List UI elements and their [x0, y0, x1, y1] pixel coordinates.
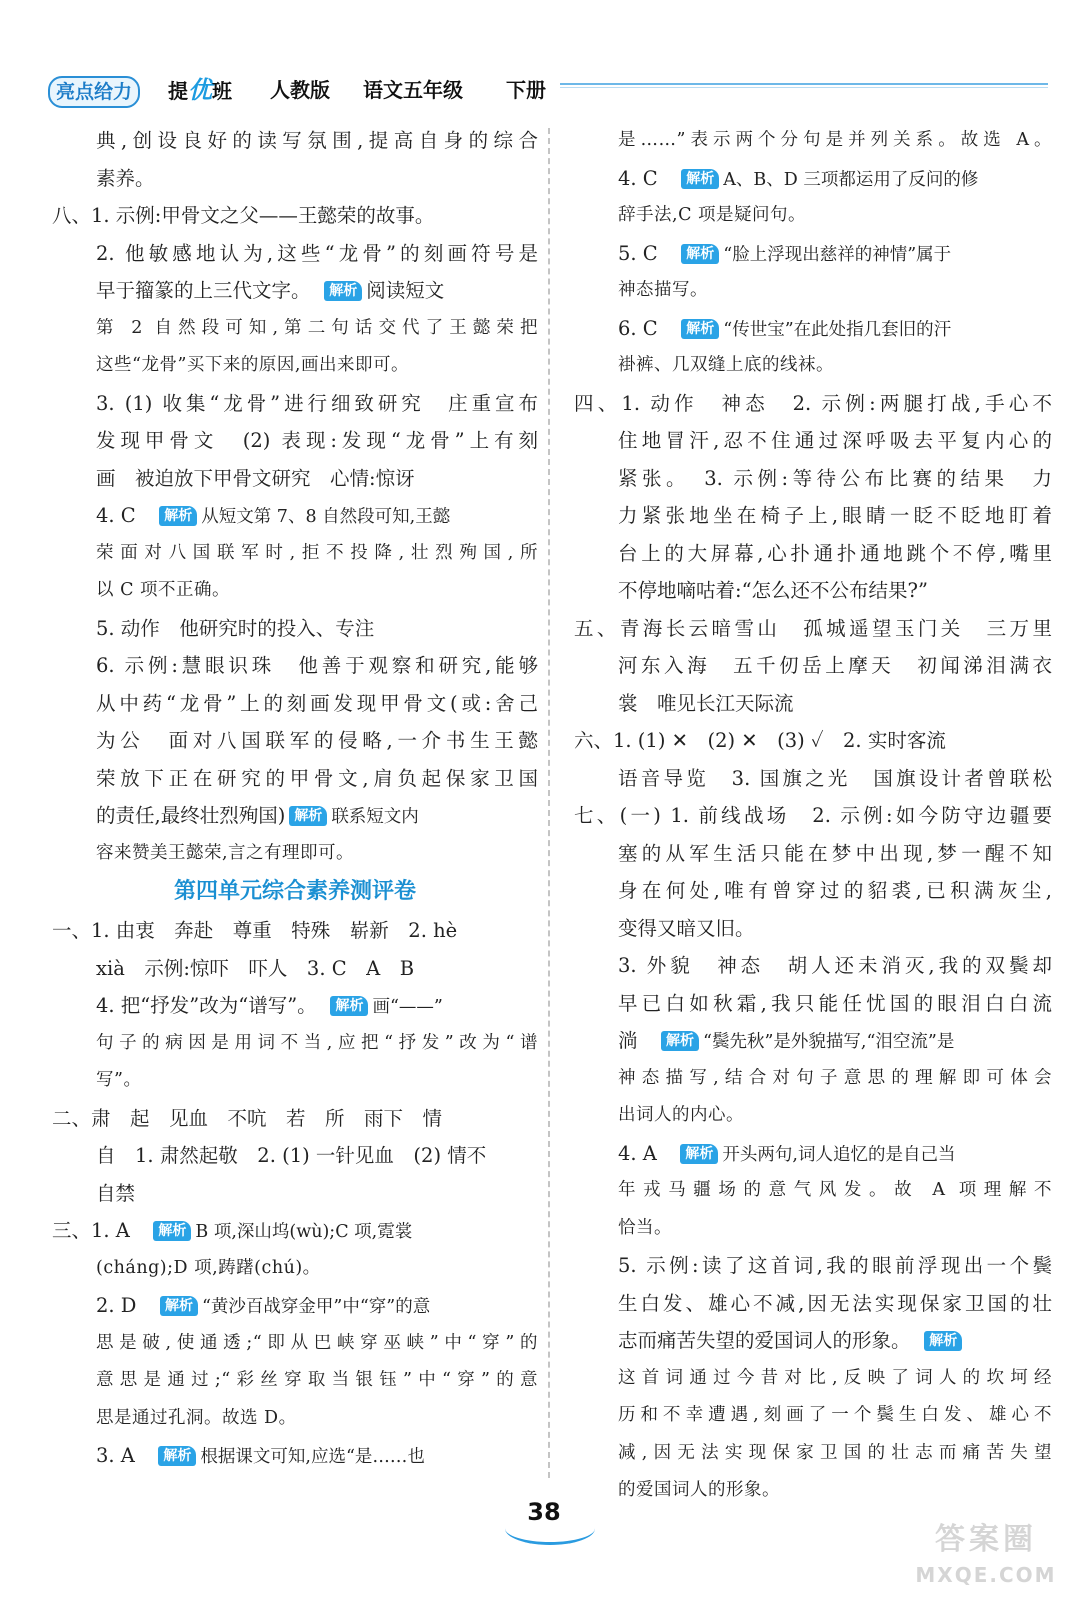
text-line: 神态描写,结合对句子意思的理解即可体会: [618, 1067, 1052, 1088]
text-line: 住地冒汗,忍不住通过深呼吸去平复内心的: [618, 429, 1052, 452]
text-line: 是……”表示两个分句是并列关系。故选 A。: [618, 130, 1052, 150]
text-line: xià 示例:惊吓 吓人 3. C A B: [96, 956, 415, 980]
analysis-badge: 解析: [924, 1331, 962, 1351]
text-line: 褂裤、几双缝上底的线袜。: [618, 355, 834, 375]
text-line: 五、青海长云暗雪山 孤城遥望玉门关 三万里: [574, 616, 1052, 640]
series-name: 提优班: [168, 76, 232, 104]
text-line: 思是通过孔洞。故选 D。: [96, 1407, 297, 1428]
page-number: 38: [527, 1498, 561, 1526]
text-line: 为公 面对八国联军的侵略,一介书生王懿: [96, 729, 538, 752]
text-line: 6. C 解析 “传世宝”在此处指几套旧的汗: [618, 316, 952, 340]
text-line: 河东入海 五千仞岳上摩天 初闻涕泪满衣: [618, 654, 1052, 677]
analysis-badge: 解析: [158, 1446, 196, 1466]
right-column: [574, 122, 1052, 1510]
text-line: 变得又暗又旧。: [618, 916, 755, 940]
column-divider: [548, 128, 550, 1478]
text-line: 典,创设良好的读写氛围,提高自身的综合: [96, 129, 538, 152]
text-line: 三、1. A 解析 B 项,深山坞(wù);C 项,霓裳: [52, 1219, 413, 1242]
text-line: 4. A 解析 开头两句,词人追忆的是自己当: [618, 1141, 956, 1165]
section-title: 第四单元综合素养测评卷: [173, 879, 416, 904]
analysis-badge: 解析: [681, 169, 719, 189]
text-line: 淌 解析 “鬓先秋”是外貌描写,“泪空流”是: [618, 1029, 955, 1052]
text-line: 紧张。 3. 示例:等待公布比赛的结果 力: [618, 466, 1052, 490]
text-line: 3. A 解析 根据课文可知,应选“是……也: [96, 1444, 425, 1467]
text-line: 这些“龙骨”买下来的原因,画出来即可。: [96, 355, 409, 375]
text-line: 5. C 解析 “脸上浮现出慈祥的神情”属于: [618, 241, 952, 265]
text-line: 思是破,使通透;“即从巴峡穿巫峡”中“穿”的: [96, 1332, 538, 1353]
text-line: (cháng);D 项,踌躇(chú)。: [96, 1257, 321, 1278]
text-line: 这首词通过今昔对比,反映了词人的坎坷经: [618, 1367, 1052, 1388]
analysis-badge: 解析: [289, 806, 327, 826]
text-line: 写”。: [96, 1070, 142, 1090]
text-line: 裳 唯见长江天际流: [618, 691, 794, 715]
analysis-badge: 解析: [324, 281, 362, 301]
text-line: 辞手法,C 项是疑问句。: [618, 205, 807, 225]
text-line: 台上的大屏幕,心扑通扑通地跳个不停,嘴里: [618, 541, 1052, 565]
text-line: 二、肃 起 见血 不吭 若 所 雨下 情: [52, 1106, 443, 1130]
text-line: 自 1. 肃然起敬 2. (1) 一针见血 (2) 情不: [96, 1144, 487, 1167]
text-line: 一、1. 由衷 奔赴 尊重 特殊 崭新 2. hè: [52, 919, 458, 942]
text-line: 5. 示例:读了这首词,我的眼前浮现出一个鬓: [618, 1254, 1052, 1277]
text-line: 出词人的内心。: [618, 1105, 744, 1125]
watermark-url: MXQE.COM: [915, 1563, 1057, 1587]
text-line: 八、1. 示例:甲骨文之父——王懿荣的故事。: [52, 204, 435, 227]
text-line: 2. D 解析 “黄沙百战穿金甲”中“穿”的意: [96, 1294, 431, 1317]
text-line: 从中药“龙骨”上的刻画发现甲骨文(或:舍己: [96, 691, 538, 715]
text-line: 意思是通过;“彩丝穿取当银钰”中“穿”的意: [96, 1370, 538, 1390]
analysis-badge: 解析: [681, 244, 719, 264]
text-line: 早于籀篆的上三代文字。 解析 阅读短文: [96, 279, 445, 302]
text-line: 历和不幸遭遇,刻画了一个鬓生白发、雄心不: [618, 1405, 1052, 1425]
edition-label: 人教版: [270, 78, 330, 102]
text-line: 6. 示例:慧眼识珠 他善于观察和研究,能够: [96, 654, 538, 677]
text-line: 4. C 解析 A、B、D 三项都运用了反问的修: [618, 166, 979, 190]
volume-label: 下册: [506, 78, 546, 102]
text-line: 5. 动作 他研究时的投入、专注: [96, 616, 375, 640]
text-line: 语音导览 3. 国旗之光 国旗设计者曾联松: [618, 766, 1052, 790]
text-line: 神态描写。: [618, 280, 708, 300]
text-line: 塞的从军生活只能在梦中出现,梦一醒不知: [618, 841, 1052, 865]
page-number-swoosh: [505, 1512, 595, 1545]
text-line: 3. (1) 收集“龙骨”进行细致研究 庄重宣布: [96, 391, 538, 415]
text-line: 句子的病因是用词不当,应把“抒发”改为“谱: [96, 1032, 538, 1053]
text-line: 早已白如秋霜,我只能任忧国的眼泪白白流: [618, 991, 1052, 1015]
page-header: [48, 70, 1048, 110]
text-line: 荣放下正在研究的甲骨文,肩负起保家卫国: [96, 766, 538, 790]
watermark-logo: [896, 1518, 1076, 1592]
text-line: 发现甲骨文 (2) 表现:发现“龙骨”上有刻: [96, 429, 538, 452]
header-rule-thin: [560, 87, 1048, 88]
analysis-badge: 解析: [330, 996, 368, 1016]
text-line: 七、(一) 1. 前线战场 2. 示例:如今防守边疆要: [574, 804, 1052, 827]
left-column: [52, 122, 538, 1475]
header-rule: [560, 83, 1048, 85]
brand-logo: 亮点给力: [48, 76, 140, 108]
text-line: 身在何处,唯有曾穿过的貂裘,已积满灰尘,: [618, 879, 1052, 902]
text-line: 的爱国词人的形象。: [618, 1480, 780, 1500]
text-line: 荣面对八国联军时,拒不投降,壮烈殉国,所: [96, 542, 538, 563]
text-line: 自禁: [96, 1181, 136, 1205]
text-line: 年戎马疆场的意气风发。故 A 项理解不: [618, 1180, 1052, 1200]
analysis-badge: 解析: [681, 319, 719, 339]
text-line: 2. 他敏感地认为,这些“龙骨”的刻画符号是: [96, 241, 538, 265]
text-line: 力紧张地坐在椅子上,眼睛一眨不眨地盯着: [618, 504, 1052, 527]
text-line: 恰当。: [618, 1217, 672, 1238]
text-line: 生白发、雄心不减,因无法实现保家卫国的壮: [618, 1291, 1052, 1315]
text-line: 减,因无法实现保家卫国的壮志而痛苦失望: [618, 1442, 1052, 1463]
analysis-badge: 解析: [159, 506, 197, 526]
analysis-badge: 解析: [661, 1031, 699, 1051]
text-line: 3. 外貌 神态 胡人还未消灭,我的双鬓却: [618, 954, 1052, 977]
analysis-badge: 解析: [153, 1221, 191, 1241]
text-line: 四、1. 动作 神态 2. 示例:两腿打战,手心不: [574, 391, 1052, 415]
text-line: 第 2 自然段可知,第二句话交代了王懿荣把: [96, 317, 538, 338]
text-line: 不停地嘀咕着:“怎么还不公布结果?”: [618, 579, 928, 602]
text-line: 的责任,最终壮烈殉国) 解析 联系短文内: [96, 804, 419, 827]
text-line: 素养。: [96, 166, 155, 190]
text-line: 4. C 解析 从短文第 7、8 自然段可知,王懿: [96, 504, 451, 527]
text-line: 4. 把“抒发”改为“谱写”。 解析 画“——”: [96, 994, 443, 1017]
text-line: 画 被迫放下甲骨文研究 心情:惊讶: [96, 466, 415, 490]
subject-label: 语文五年级: [363, 78, 463, 102]
text-line: 容来赞美王懿荣,言之有理即可。: [96, 842, 355, 863]
watermark-text: 答案圈: [935, 1522, 1037, 1557]
analysis-badge: 解析: [680, 1144, 718, 1164]
text-line: 以 C 项不正确。: [96, 580, 231, 600]
analysis-badge: 解析: [160, 1296, 198, 1316]
text-line: 志而痛苦失望的爱国词人的形象。 解析: [574, 1322, 1052, 1360]
text-line: 六、1. (1) ✕ (2) ✕ (3) ✓ 2. 实时客流: [574, 729, 946, 752]
